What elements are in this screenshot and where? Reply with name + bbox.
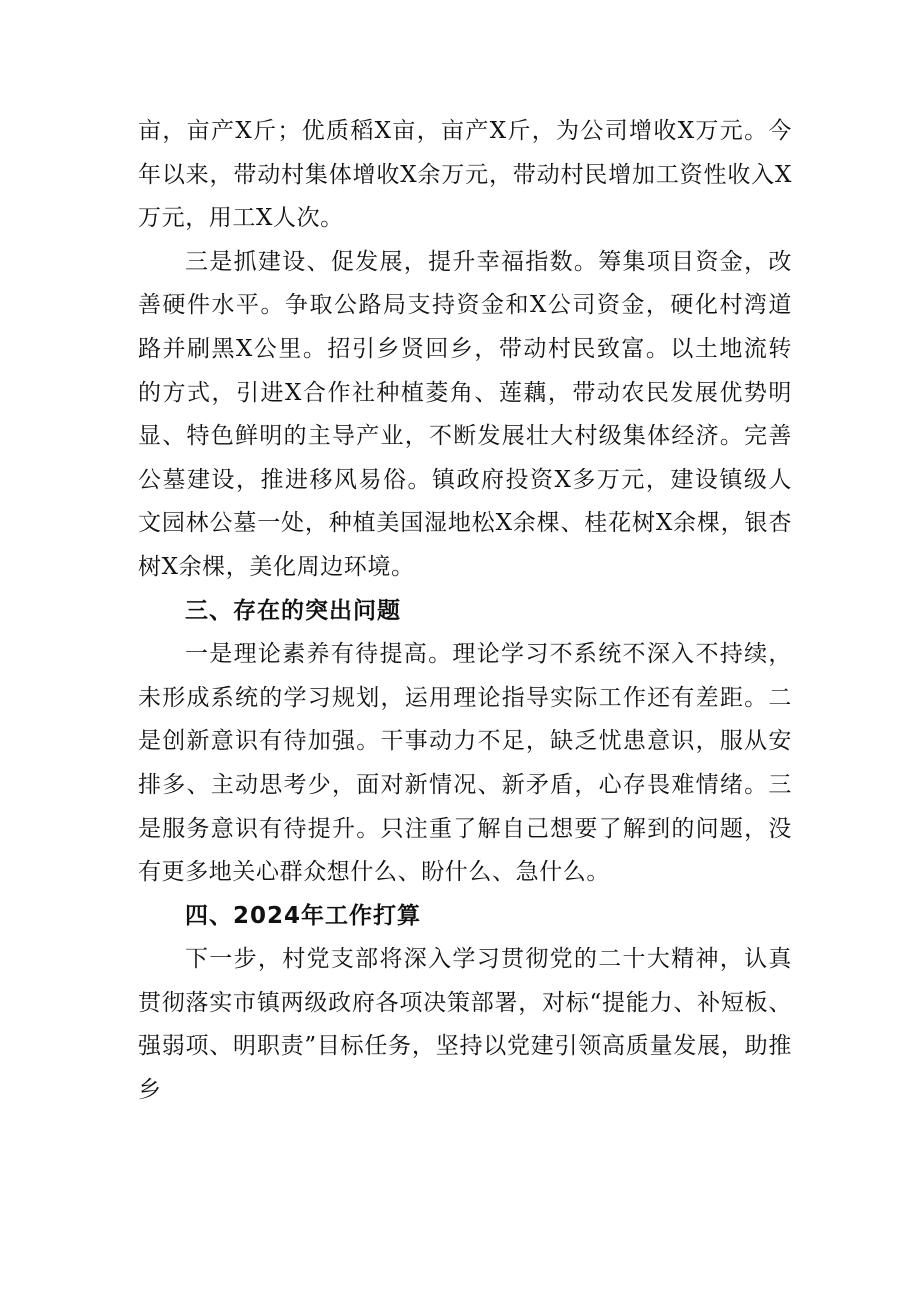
paragraph-plan: 下一步，村党支部将深入学习贯彻党的二十大精神，认真贯彻落实市镇两级政府各项决策部署，对标“提能力、补短板、强弱项、明职责”目标任务，坚持以党建引领高质量发展，助推乡	[138, 946, 792, 1104]
paragraph-third-measure: 三是抓建设、促发展，提升幸福指数。筹集项目资金，改善硬件水平。争取公路局支持资金和X公司资金，硬化村湾道路并刷黑X公里。招引乡贤回乡，带动村民致富。以土地流转的方式，引进X合作社种植菱角、莲藕，带动农民发展优势明显、特色鲜明的主导产业，不断发展壮大村级集体经济。完善公墓建设，推进移风易俗。镇政府投资X多万元，建设镇级人文园林公墓一处，种植美国湿地松X余棵、桂花树X余棵，银杏树X余棵，美化周边环境。	[138, 248, 792, 580]
section-heading-problems: 三、存在的突出问题	[185, 597, 401, 624]
paragraph-continued: 亩，亩产X斤；优质稻X亩，亩产X斤，为公司增收X万元。今年以来，带动村集体增收X余万元，带动村民增加工资性收入X万元，用工X人次。	[138, 118, 792, 232]
paragraph-problems: 一是理论素养有待提高。理论学习不系统不深入不持续，未形成系统的学习规划，运用理论指导实际工作还有差距。二是创新意识有待加强。干事动力不足，缺乏忧患意识，服从安排多、主动思考少，面对新情况、新矛盾，心存畏难情绪。三是服务意识有待提升。只注重了解自己想要了解到的问题，没有更多地关心群众想什么、盼什么、急什么。	[138, 641, 792, 886]
section-heading-plan: 四、2024年工作打算	[185, 902, 422, 929]
document-body	[138, 110, 792, 1113]
